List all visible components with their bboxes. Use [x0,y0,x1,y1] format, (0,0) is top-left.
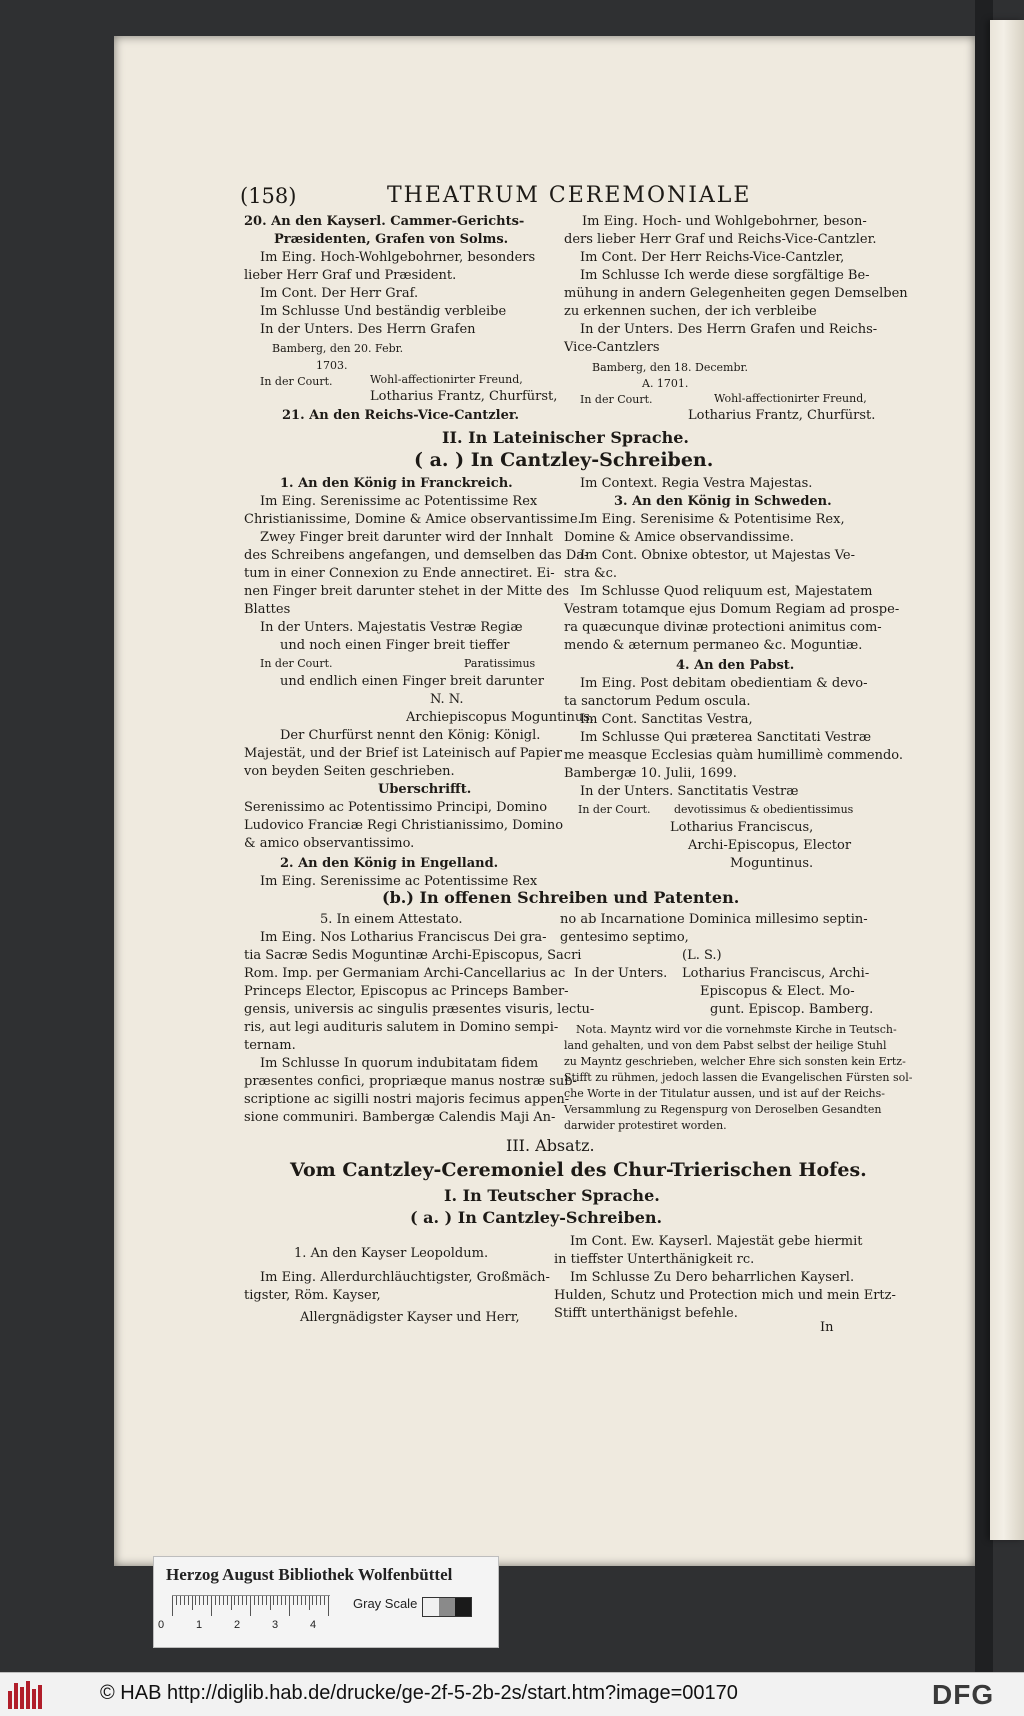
text-line: tigster, Röm. Kayser, [244,1288,381,1303]
ruler-tick [305,1596,306,1605]
text-line: Im Schlusse In quorum indubitatam fidem [260,1056,539,1071]
text-line: Allergnädigster Kayser und Herr, [300,1310,520,1325]
ruler-tick [246,1596,247,1605]
text-line: & amico observantissimo. [244,836,415,851]
section-heading: II. In Lateinischer Sprache. [442,428,689,447]
text-line: von beyden Seiten geschrieben. [244,764,455,779]
text-line: Nota. Mayntz wird vor die vornehmste Kirche in Teutsch- [576,1023,897,1036]
text-line: Lotharius Frantz, Churfürst, [370,389,558,404]
text-line: Im Eing. Serenissime ac Potentissime Rex [260,494,538,509]
text-line: zu erkennen suchen, der ich verbleibe [564,304,817,319]
text-line: Stifft unterthänigst befehle. [554,1306,738,1321]
ruler-tick [312,1596,313,1605]
ruler-label: 2 [234,1619,241,1631]
hab-logo-icon [8,1681,46,1709]
text-line: Moguntinus. [730,856,814,871]
gray-scale-label: Gray Scale [353,1596,418,1611]
text-line: Im Cont. Ew. Kayserl. Majestät gebe hiermit [570,1234,863,1249]
text-line: Im Eing. Serenisime & Potentisime Rex, [580,512,845,527]
text-line: gunt. Episcop. Bamberg. [710,1002,874,1017]
text-line: Im Schlusse Ich werde diese sorgfältige Be- [580,268,870,283]
ruler-tick [277,1596,278,1605]
text-line: Wohl-affectionirter Freund, [370,373,523,386]
text-line: land gehalten, und von dem Pabst selbst der heilige Stuhl [564,1039,887,1052]
ruler-tick [223,1596,224,1605]
ruler-tick [289,1596,290,1616]
text-line: lieber Herr Graf und Præsident. [244,268,457,283]
text-line: Hulden, Schutz und Protection mich und mein Ertz- [554,1288,896,1303]
ruler-tick [207,1596,208,1605]
text-line: Im Cont. Sanctitas Vestra, [580,712,753,727]
text-line: Bambergæ 10. Julii, 1699. [564,766,737,781]
text-line: 3. An den König in Schweden. [614,494,832,509]
text-line: Episcopus & Elect. Mo- [700,984,855,999]
text-line: Vestram totamque ejus Domum Regiam ad prospe- [564,602,900,617]
ruler-tick [215,1596,216,1605]
dfg-logo: DFG [932,1679,995,1710]
text-line: Im Eing. Hoch- und Wohlgebohrner, beson- [582,214,867,229]
section-heading: (b.) In offenen Schreiben und Patenten. [382,888,740,907]
text-line: und noch einen Finger breit tieffer [280,638,510,653]
text-line: Im Schlusse Zu Dero beharrlichen Kayserl. [570,1270,855,1285]
ruler-tick [258,1596,259,1605]
text-line: In der Unters. [574,966,668,981]
ruler-tick [297,1596,298,1605]
text-line: Im Eing. Post debitam obedientiam & devo- [580,676,868,691]
text-line: (L. S.) [682,948,722,963]
cm-ruler [172,1595,330,1618]
text-line: ra quæcunque divinæ protectioni animitus com- [564,620,882,635]
catchword: In [820,1320,834,1335]
ruler-tick [172,1596,173,1616]
text-line: In der Unters. Des Herrn Grafen und Reichs- [580,322,878,337]
ruler-label: 3 [272,1619,279,1631]
text-line: Zwey Finger breit darunter wird der Innhalt [260,530,553,545]
text-line: 1. An den Kayser Leopoldum. [294,1246,489,1261]
text-line: Im Eing. Hoch-Wohlgebohrner, besonders [260,250,536,265]
text-line: Im Schlusse Quod reliquum est, Majestatem [580,584,873,599]
text-line: 1. An den König in Franckreich. [280,476,513,491]
text-line: N. N. [430,692,464,707]
text-line: Archi-Episcopus, Elector [688,838,852,853]
text-line: Im Schlusse Qui præterea Sanctitati Vestræ [580,730,872,745]
ruler-tick [180,1596,181,1605]
text-line: mühung in andern Gelegenheiten gegen Demselben [564,286,908,301]
ruler-tick [266,1596,267,1605]
text-line: In der Court. [580,393,653,406]
ruler-tick [250,1596,251,1616]
section-heading: III. Absatz. [506,1136,595,1155]
text-line: In der Court. [260,657,333,670]
ruler-tick [285,1596,286,1605]
ruler-tick [184,1596,185,1605]
page-content [114,183,975,1396]
ruler-tick [270,1596,271,1610]
ruler-label: 0 [158,1619,165,1631]
text-line: Uberschrifft. [378,782,472,797]
text-line: Im Cont. Der Herr Graf. [260,286,419,301]
library-name: Herzog August Bibliothek Wolfenbüttel [166,1565,453,1584]
text-line: Wohl-affectionirter Freund, [714,392,867,405]
text-line: 4. An den Pabst. [676,658,795,673]
text-line: Im Eing. Nos Lotharius Franciscus Dei gra- [260,930,547,945]
ruler-tick [281,1596,282,1605]
text-line: sione communiri. Bambergæ Calendis Maji An- [244,1110,556,1125]
text-line: Im Context. Regia Vestra Majestas. [580,476,813,491]
text-line: Versammlung zu Regenspurg von Deroselben Gesandten [564,1103,882,1116]
section-heading: I. In Teutscher Sprache. [444,1186,660,1205]
text-line: Bamberg, den 18. Decembr. [592,361,749,374]
text-line: Blattes [244,602,291,617]
ruler-tick [234,1596,235,1605]
ruler-tick [328,1596,329,1616]
text-line: che Worte in der Titulatur aussen, und ist auf der Reichs- [564,1087,885,1100]
text-line: tum in einer Connexion zu Ende annectiret. Ei- [244,566,555,581]
text-line: Ludovico Franciæ Regi Christianissimo, Domino [244,818,564,833]
text-line: In der Unters. Sanctitatis Vestræ [580,784,799,799]
ruler-tick [176,1596,177,1605]
text-line: In der Unters. Des Herrn Grafen [260,322,476,337]
text-line: Domine & Amice observandissime. [564,530,794,545]
scale-card [153,1556,499,1648]
text-line: Archiepiscopus Moguntinus. [406,710,594,725]
section-heading: ( a. ) In Cantzley-Schreiben. [410,1208,663,1227]
ruler-tick [219,1596,220,1605]
ruler-tick [324,1596,325,1605]
text-line: In der Court. [260,375,333,388]
text-line: Im Cont. Obnixe obtestor, ut Majestas Ve- [580,548,855,563]
text-line: in tieffster Unterthänigkeit rc. [554,1252,755,1267]
text-line: ta sanctorum Pedum oscula. [564,694,751,709]
section-heading: ( a. ) In Cantzley-Schreiben. [414,449,714,471]
text-line: 2. An den König in Engelland. [280,856,499,871]
ruler-tick [238,1596,239,1605]
text-line: Princeps Elector, Episcopus ac Princeps Bamber- [244,984,569,999]
ruler-tick [273,1596,274,1605]
ruler-tick [231,1596,232,1610]
ruler-tick [293,1596,294,1605]
next-page-edge [990,20,1024,1540]
text-line: Serenissimo ac Potentissimo Principi, Domino [244,800,548,815]
text-line: 5. In einem Attestato. [320,912,463,927]
book-page [114,36,975,1566]
text-line: gensis, universis ac singulis præsentes visuris, lectu- [244,1002,595,1017]
ruler-tick [316,1596,317,1605]
text-line: Im Cont. Der Herr Reichs-Vice-Cantzler, [580,250,845,265]
text-line: scriptione ac sigilli nostri majoris fecimus appen- [244,1092,570,1107]
ruler-tick [188,1596,189,1605]
ruler-tick [262,1596,263,1605]
text-line: no ab Incarnatione Dominica millesimo septin- [560,912,868,927]
ruler-tick [242,1596,243,1605]
text-line: Der Churfürst nennt den König: Königl. [280,728,541,743]
text-line: Præsidenten, Grafen von Solms. [274,232,509,247]
text-line: Lotharius Franciscus, [670,820,814,835]
text-line: Paratissimus [464,657,536,670]
text-line: In der Court. [578,803,651,816]
text-line: des Schreibens angefangen, und demselben das Da- [244,548,589,563]
text-line: ternam. [244,1038,296,1053]
text-line: Rom. Imp. per Germaniam Archi-Cancellarius ac [244,966,566,981]
text-line: 20. An den Kayserl. Cammer-Gerichts- [244,214,525,229]
ruler-tick [203,1596,204,1605]
ruler-tick [195,1596,196,1605]
text-line: stra &c. [564,566,617,581]
text-line: præsentes confici, propriæque manus nostræ sub- [244,1074,577,1089]
page-number: (158) [240,184,297,208]
text-line: ders lieber Herr Graf und Reichs-Vice-Cantzler. [564,232,877,247]
text-line: Stifft zu rühmen, jedoch lassen die Evangelischen Fürsten sol- [564,1071,913,1084]
text-line: zu Mayntz geschrieben, welcher Ehre sich sonsten kein Ertz- [564,1055,906,1068]
ruler-tick [199,1596,200,1605]
text-line: gentesimo septimo, [560,930,689,945]
ruler-tick [301,1596,302,1605]
text-line: devotissimus & obedientissimus [674,803,854,816]
text-line: Christianissime, Domine & Amice observantissime. [244,512,582,527]
text-line: Lotharius Franciscus, Archi- [682,966,870,981]
text-line: me measque Ecclesias quàm humillimè commendo. [564,748,904,763]
ruler-tick [227,1596,228,1605]
text-line: mendo & æternum permaneo &c. Moguntiæ. [564,638,863,653]
ruler-tick [192,1596,193,1610]
text-line: darwider protestiret worden. [564,1119,727,1132]
footer-url[interactable]: © HAB http://diglib.hab.de/drucke/ge-2f-5-2b-2s/start.htm?image=00170 [100,1682,738,1704]
text-line: ris, aut legi audituris salutem in Domino sempi- [244,1020,559,1035]
text-line: Lotharius Frantz, Churfürst. [688,408,876,423]
footer-bar [0,1672,1024,1716]
text-line: 21. An den Reichs-Vice-Cantzler. [282,408,520,423]
text-line: tia Sacræ Sedis Moguntinæ Archi-Episcopus, Sacri [244,948,582,963]
ruler-tick [320,1596,321,1605]
text-line: nen Finger breit darunter stehet in der Mitte des [244,584,569,599]
ruler-label: 4 [310,1619,317,1631]
ruler-label: 1 [196,1619,203,1631]
text-line: Bamberg, den 20. Febr. [272,342,404,355]
running-title: THEATRUM CEREMONIALE [387,183,752,208]
text-line: Im Schlusse Und beständig verbleibe [260,304,507,319]
text-line: Majestät, und der Brief ist Lateinisch auf Papier [244,746,563,761]
section-heading: Vom Cantzley-Ceremoniel des Chur-Trierischen Hofes. [290,1159,867,1181]
text-line: Im Eing. Allerdurchläuchtigster, Großmäch- [260,1270,550,1285]
text-line: In der Unters. Majestatis Vestræ Regiæ [260,620,523,635]
ruler-tick [309,1596,310,1610]
text-line: 1703. [316,359,348,372]
text-line: Vice-Cantzlers [564,340,660,355]
ruler-tick [254,1596,255,1605]
text-line: Im Eing. Serenissime ac Potentissime Rex [260,874,538,889]
gray-scale-patches [422,1597,472,1617]
ruler-tick [211,1596,212,1616]
text-line: A. 1701. [642,377,689,390]
text-line: und endlich einen Finger breit darunter [280,674,544,689]
